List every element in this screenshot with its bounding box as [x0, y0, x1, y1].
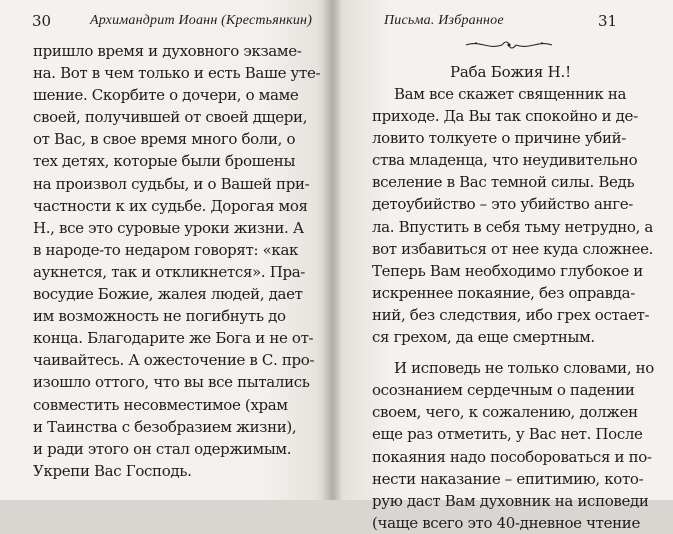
text-line: совместить несовместимое (храм	[33, 395, 288, 414]
text-line: конца. Благодарите же Бога и не от-	[33, 329, 314, 348]
text-line: частности к их судьбе. Дорогая моя	[33, 196, 308, 215]
flourish-ornament-icon	[464, 38, 554, 52]
text-line: восудие Божие, жалея людей, дает	[33, 285, 303, 304]
text-line: своей, получившей от своей дщери,	[33, 108, 308, 127]
right-page	[330, 0, 673, 532]
text-line: аукнется, так и откликнется». Пра-	[33, 262, 306, 281]
left-body-text	[33, 40, 320, 482]
text-line: чаивайтесь. А ожесточение в С. про-	[33, 351, 315, 370]
text-line: Теперь Вам необходимо глубокое и	[372, 261, 643, 280]
text-line: на. Вот в чем только и есть Ваше уте-	[33, 64, 321, 83]
text-line: и ради этого он стал одержимым.	[33, 439, 292, 458]
text-line: на произвол судьбы, и о Вашей при-	[33, 174, 310, 193]
text-line: приходе. Да Вы так спокойно и де-	[372, 107, 638, 126]
text-line: своем, чего, к сожалению, должен	[372, 403, 638, 422]
text-line: ний, без следствия, ибо грех остает-	[372, 305, 650, 324]
text-line: (чаще всего это 40-дневное чтение	[372, 513, 640, 532]
text-line: им возможность не погибнуть до	[33, 307, 286, 326]
text-line: изошло оттого, что вы все пытались	[33, 373, 310, 392]
text-line: Вам все скажет священник на	[394, 85, 627, 103]
right-running-head: Письма. Избранное	[384, 13, 504, 28]
text-line: еще раз отметить, у Вас нет. После	[372, 425, 643, 444]
letter-salutation: Раба Божия Н.!	[450, 63, 571, 81]
text-line: тех детях, которые были брошены	[33, 152, 296, 171]
right-body-text	[372, 83, 654, 534]
text-line: осознанием сердечным о падении	[372, 381, 635, 400]
left-running-head: Архимандрит Иоанн (Крестьянкин)	[90, 13, 313, 28]
text-line: вселение в Вас темной силы. Ведь	[372, 173, 635, 192]
text-line: Н., все это суровые уроки жизни. А	[33, 218, 304, 237]
text-line: детоубийство – это убийство анге-	[372, 195, 633, 214]
text-line: ства младенца, что неудивительно	[372, 151, 638, 170]
text-line: искреннее покаяние, без оправда-	[372, 283, 635, 302]
text-line: от Вас, в свое время много боли, о	[33, 130, 296, 149]
text-line: и Таинства с безобразием жизни),	[33, 417, 297, 436]
text-line: Укрепи Вас Господь.	[33, 461, 192, 480]
text-line: рую даст Вам духовник на исповеди	[372, 491, 649, 510]
text-line: ловито толкуете о причине убий-	[372, 129, 627, 148]
left-page	[0, 0, 330, 500]
text-line: И исповедь не только словами, но	[394, 359, 654, 378]
text-line: шение. Скорбите о дочери, о маме	[33, 86, 299, 105]
text-line: ся грехом, да еще смертным.	[372, 328, 595, 347]
text-line: ла. Впустить в себя тьму нетрудно, а	[372, 217, 654, 236]
text-line: покаяния надо пособороваться и по-	[372, 447, 652, 466]
text-line: вот избавиться от нее куда сложнее.	[372, 239, 654, 258]
text-line: в народе-то недаром говорят: «как	[33, 240, 299, 259]
right-page-number: 31	[598, 12, 618, 30]
left-page-number: 30	[32, 12, 52, 30]
text-line: пришло время и духовного экзаме-	[33, 42, 302, 60]
text-line: нести наказание – епитимию, кото-	[372, 469, 644, 488]
